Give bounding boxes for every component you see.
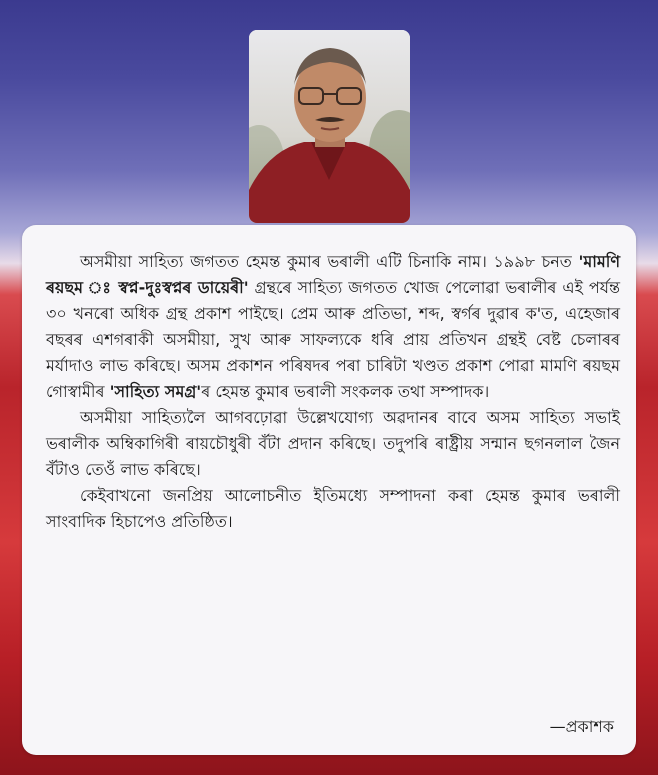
paragraph-text: ৰ হেমন্ত কুমাৰ ভৰালী সংকলক তথা সম্পাদক। xyxy=(201,382,490,401)
book-title: 'মামণি ৰয়ছম ঃ স্বপ্ন-দুঃস্বপ্নৰ ডায়েৰী' xyxy=(46,252,620,297)
author-photo xyxy=(249,30,410,223)
book-title: 'সাহিত্য সমগ্ৰ' xyxy=(109,382,202,401)
paragraph-3 xyxy=(46,483,620,535)
paragraph-text: অসমীয়া সাহিত্যলৈ আগবঢ়োৱা উল্লেখযোগ্য অৱদানৰ বাবে অসম সাহিত্য সভাই ভৰালীক অম্বিকাগিৰী ৰায়চৌধুৰী বঁটা প্ৰদান কৰিছে। তদুপৰি ৰাষ্ট্ৰীয় সন্মান ছগনলাল জৈন বঁটাও তেওঁ লাভ কৰিছে। xyxy=(46,408,620,479)
publisher-signature: —প্ৰকাশক xyxy=(549,717,614,736)
paragraph-text: অসমীয়া সাহিত্য জগতত হেমন্ত কুমাৰ ভৰালী এটি চিনাকি নাম। ১৯৯৮ চনত xyxy=(80,252,579,271)
biography-card xyxy=(22,225,636,755)
paragraph-text: গ্ৰন্থৰে সাহিত্য জগতত খোজ পেলোৱা ভৰালীৰ এই পৰ্যন্ত ৩০ খনৰো অধিক গ্ৰন্থ প্ৰকাশ পাইছে। প্ৰেম আৰু প্ৰতিভা, শব্দ, স্বৰ্গৰ দুৱাৰ ক'ত, এহেজাৰ বছৰৰ এশগৰাকী অসমীয়া, সুখ আৰু সাফল্যকে ধৰি প্ৰায় প্ৰতিখন গ্ৰন্থই বেষ্ট চেলাৰৰ মৰ্যাদাও লাভ কৰিছে। অসম প্ৰকাশন পৰিষদৰ পৰা চাৰিটা খণ্ডত প্ৰকাশ পোৱা মামণি ৰয়ছম গোস্বামীৰ xyxy=(46,278,620,401)
paragraph-2 xyxy=(46,405,620,483)
paragraph-1 xyxy=(46,249,620,405)
author-portrait-illustration xyxy=(249,30,410,223)
paragraph-text: কেইবাখনো জনপ্ৰিয় আলোচনীত ইতিমধ্যে সম্পাদনা কৰা হেমন্ত কুমাৰ ভৰালী সাংবাদিক হিচাপেও প্ৰতিষ্ঠিত। xyxy=(46,486,620,531)
biography-text xyxy=(46,249,620,535)
